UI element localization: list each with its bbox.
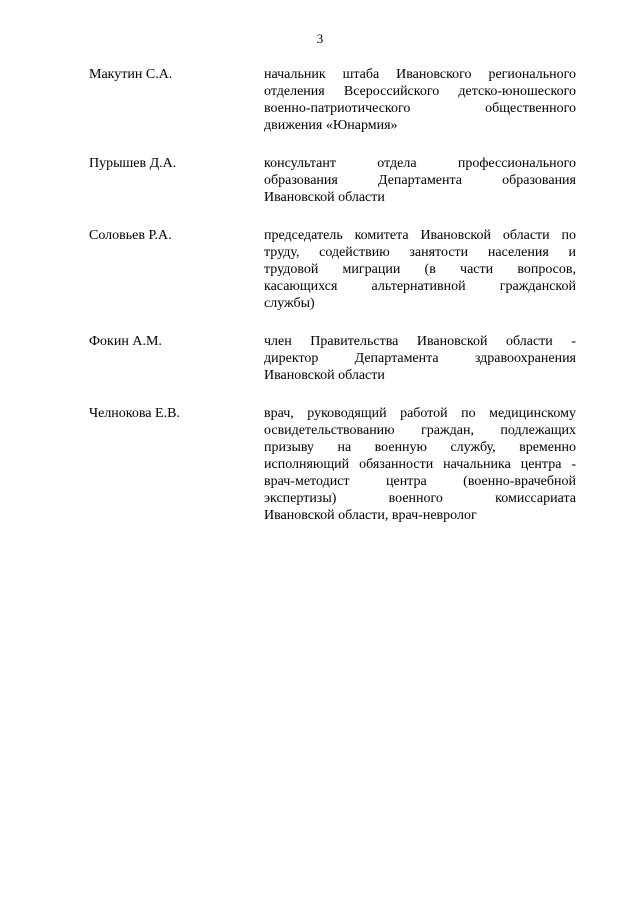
member-role-line: начальник штаба Ивановского регионального [264, 67, 576, 82]
page-number: 3 [316, 31, 324, 46]
member-role-line: трудовой миграции (в части вопросов, [264, 262, 576, 277]
member-role-line: отделения Всероссийского детско-юношеского [264, 84, 576, 99]
member-role-line: Ивановской области [264, 190, 385, 205]
member-role [264, 66, 576, 134]
member-role-line: касающихся альтернативной гражданской [264, 279, 576, 294]
member-name: Макутин С.А. [89, 67, 173, 82]
member-role-line: призыву на военную службу, временно [264, 440, 576, 455]
member-role-line: консультант отдела профессионального [264, 156, 576, 171]
member-role-line: экспертизы) военного комиссариата [264, 491, 576, 506]
member-role-line: образования Департамента образования [264, 173, 576, 188]
member-role [264, 405, 576, 524]
member-role-line: Ивановской области [264, 368, 385, 383]
member-list [0, 66, 640, 544]
member-role-line: врач, руководящий работой по медицинскому [264, 406, 576, 421]
member-role-line: военно-патриотического общественного [264, 101, 576, 116]
member-role [264, 155, 576, 206]
member-entry-puryshev [0, 155, 640, 206]
member-entry-makutin [0, 66, 640, 134]
member-role-line: член Правительства Ивановской области - [264, 334, 576, 349]
member-role-line: директор Департамента здравоохранения [264, 351, 576, 366]
member-role-line: движения «Юнармия» [264, 118, 398, 133]
member-entry-fokin [0, 333, 640, 384]
member-name: Челнокова Е.В. [89, 406, 180, 421]
member-role-line: труду, содействию занятости населения и [264, 245, 576, 260]
member-entry-chelnokova [0, 405, 640, 524]
member-entry-solovyev [0, 227, 640, 312]
member-role-line: освидетельствованию граждан, подлежащих [264, 423, 576, 438]
member-role [264, 333, 576, 384]
member-role-line: председатель комитета Ивановской области по [264, 228, 576, 243]
member-role-line: службы) [264, 296, 315, 311]
member-role-line: врач-методист центра (военно-врачебной [264, 474, 576, 489]
member-role-line: исполняющий обязанности начальника центра - [264, 457, 576, 472]
member-name: Пурышев Д.А. [89, 156, 177, 171]
member-role-line: Ивановской области, врач-невролог [264, 508, 477, 523]
member-name: Соловьев Р.А. [89, 228, 172, 243]
member-role [264, 227, 576, 312]
member-name: Фокин А.М. [89, 334, 162, 349]
